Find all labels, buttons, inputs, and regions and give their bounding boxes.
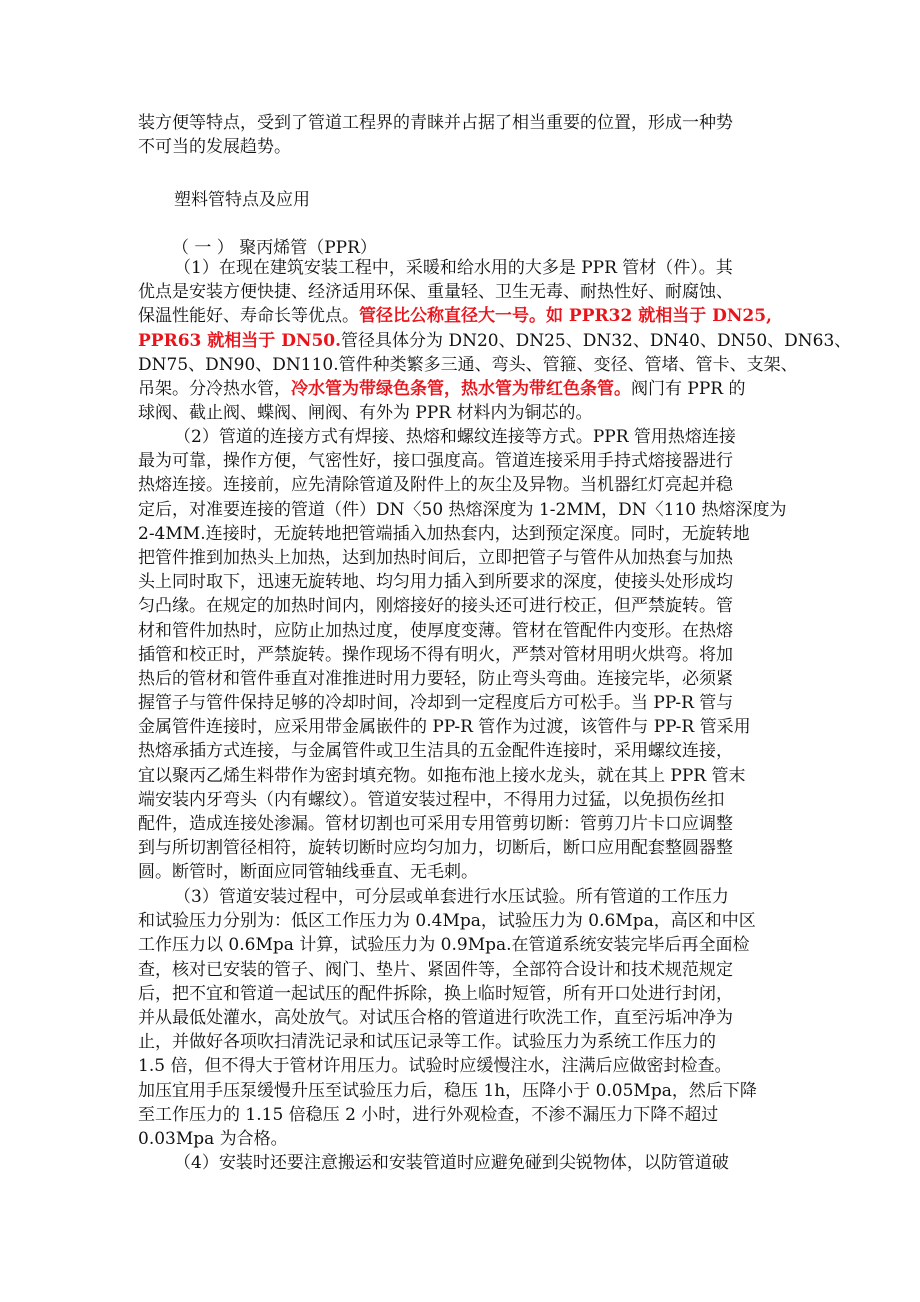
text-line: 头上同时取下，迅速无旋转地、均匀用力插入到所要求的深度，使接头处形成均 bbox=[138, 572, 733, 593]
text-line: （4）安装时还要注意搬运和安装管道时应避免碰到尖锐物体，以防管道破 bbox=[174, 1153, 729, 1173]
text-line: 不可当的发展趋势。 bbox=[138, 137, 291, 158]
text-line: （1）在现在建筑安装工程中，采暖和给水用的大多是 PPR 管材（件）。其 bbox=[174, 258, 733, 278]
subsection-title: （ 一 ） 聚丙烯管（PPR） bbox=[172, 238, 377, 258]
text-line: 最为可靠，操作方便，气密性好，接口强度高。管道连接采用手持式熔接器进行 bbox=[138, 451, 733, 472]
section-title: 塑料管特点及应用 bbox=[174, 190, 310, 210]
text-line: 端安装内牙弯头（内有螺纹）。管道安装过程中，不得用力过猛，以免损伤丝扣 bbox=[138, 789, 725, 810]
text-line: 球阀、截止阀、蝶阀、闸阀、有外为 PPR 材料内为铜芯的。 bbox=[138, 403, 593, 424]
text-line: 把管件推到加热头上加热，达到加热时间后，立即把管子与管件从加热套与加热 bbox=[138, 547, 733, 568]
paragraph-2 bbox=[138, 425, 798, 885]
text-line: 热熔连接。连接前，应先清除管道及附件上的灰尘及异物。当机器红灯亮起并稳 bbox=[138, 475, 733, 496]
text-line: 2-4MM.连接时，无旋转地把管端插入加热套内，达到预定深度。同时，无旋转地 bbox=[138, 523, 750, 544]
text-line: 插管和校正时，严禁旋转。操作现场不得有明火，严禁对管材用明火烘弯。将加 bbox=[138, 644, 733, 665]
text-line: 工作压力以 0.6Mpa 计算，试验压力为 0.9Mpa.在管道系统安装完毕后再全面检 bbox=[138, 935, 750, 956]
text-line bbox=[138, 329, 852, 353]
text-line: 加压宜用手压泵缓慢升压至试验压力后，稳压 1h，压降小于 0.05Mpa，然后下降 bbox=[138, 1080, 757, 1101]
text-line: 配件，造成连接处渗漏。管材切割也可采用专用管剪切断：管剪刀片卡口应调整 bbox=[138, 814, 733, 834]
text-line: 材和管件加热时，应防止加热过度，使厚度变薄。管材在管配件内变形。在热熔 bbox=[138, 620, 733, 641]
text-line: 匀凸缘。在规定的加热时间内，刚熔接好的接头还可进行校正，但严禁旋转。管 bbox=[138, 596, 733, 617]
text-line: 握管子与管件保持足够的冷却时间，冷却到一定程度后方可松手。当 PP-R 管与 bbox=[138, 693, 734, 714]
text-line: DN75、DN90、DN110.管件种类繁多三通、弯头、管箍、变径、管堵、管卡、支架、 bbox=[138, 354, 798, 375]
text-line bbox=[138, 377, 798, 401]
paragraph-4 bbox=[138, 1151, 798, 1175]
text-line: 装方便等特点，受到了管道工程界的青睐并占据了相当重要的位置，形成一种势 bbox=[138, 113, 733, 133]
text-line: 至工作压力的 1.15 倍稳压 2 小时，进行外观检查，不渗不漏压力下降不超过 bbox=[138, 1104, 719, 1125]
text-line: 到与所切割管径相符，旋转切断时应均匀加力，切断后，断口应用配套整圆器整 bbox=[138, 838, 733, 859]
text-line: 后，把不宜和管道一起试压的配件拆除，换上临时短管，所有开口处进行封闭， bbox=[138, 983, 733, 1004]
text-span: 保温性能好、寿命长等优点。 bbox=[138, 306, 359, 327]
text-line: 和试验压力分别为：低区工作压力为 0.4Mpa，试验压力为 0.6Mpa，高区和中区 bbox=[138, 911, 756, 932]
text-line: （3）管道安装过程中，可分层或单套进行水压试验。所有管道的工作压力 bbox=[174, 887, 729, 907]
text-line: 热熔承插方式连接，与金属管件或卫生洁具的五金配件连接时，采用螺纹连接， bbox=[138, 741, 733, 762]
text-line: 止，并做好各项吹扫清洗记录和试压记录等工作。试验压力为系统工作压力的 bbox=[138, 1032, 716, 1053]
text-span: 管径具体分为 DN20、DN25、DN32、DN40、DN50、DN63、 bbox=[341, 330, 852, 351]
text-line: 热后的管材和管件垂直对准推进时用力要轻，防止弯头弯曲。连接完毕，必须紧 bbox=[138, 668, 733, 689]
highlighted-text: PPR63 就相当于 DN50. bbox=[138, 330, 342, 351]
text-line: （2）管道的连接方式有焊接、热熔和螺纹连接等方式。PPR 管用热熔连接 bbox=[174, 427, 736, 447]
text-line: 1.5 倍，但不得大于管材许用压力。试验时应缓慢注水，注满后应做密封检查。 bbox=[138, 1056, 732, 1077]
text-line: 定后，对准要连接的管道（件）DN〈50 热熔深度为 1-2MM，DN〈110 热熔深度为 bbox=[138, 499, 787, 520]
text-line: 圆。断管时，断面应同管轴线垂直、无毛刺。 bbox=[138, 862, 478, 883]
text-line: 查，核对已安装的管子、阀门、垫片、紧固件等，全部符合设计和技术规范规定 bbox=[138, 959, 733, 980]
text-line: 并从最低处灌水，高处放气。对试压合格的管道进行吹洗工作，直至污垢冲净为 bbox=[138, 1007, 733, 1028]
text-line: 宜以聚丙乙烯生料带作为密封填充物。如拖布池上接水龙头，就在其上 PPR 管末 bbox=[138, 765, 746, 786]
text-line: 金属管件连接时，应采用带金属嵌件的 PP-R 管作为过渡，该管件与 PP-R 管采用 bbox=[138, 717, 751, 738]
intro-paragraph bbox=[138, 111, 798, 159]
text-span: 阀门有 PPR 的 bbox=[631, 378, 746, 399]
highlighted-text: 管径比公称直径大一号。如 PPR32 就相当于 DN25, bbox=[359, 306, 772, 327]
paragraph-3 bbox=[138, 885, 798, 1151]
text-line: 0.03Mpa 为合格。 bbox=[138, 1128, 288, 1149]
paragraph-1 bbox=[138, 256, 852, 425]
highlighted-text: 冷水管为带绿色条管，热水管为带红色条管。 bbox=[291, 378, 631, 399]
text-span: 吊架。分冷热水管， bbox=[138, 378, 291, 399]
text-line bbox=[138, 304, 798, 328]
text-line: 优点是安装方便快捷、经济适用环保、重量轻、卫生无毒、耐热性好、耐腐蚀、 bbox=[138, 282, 733, 303]
